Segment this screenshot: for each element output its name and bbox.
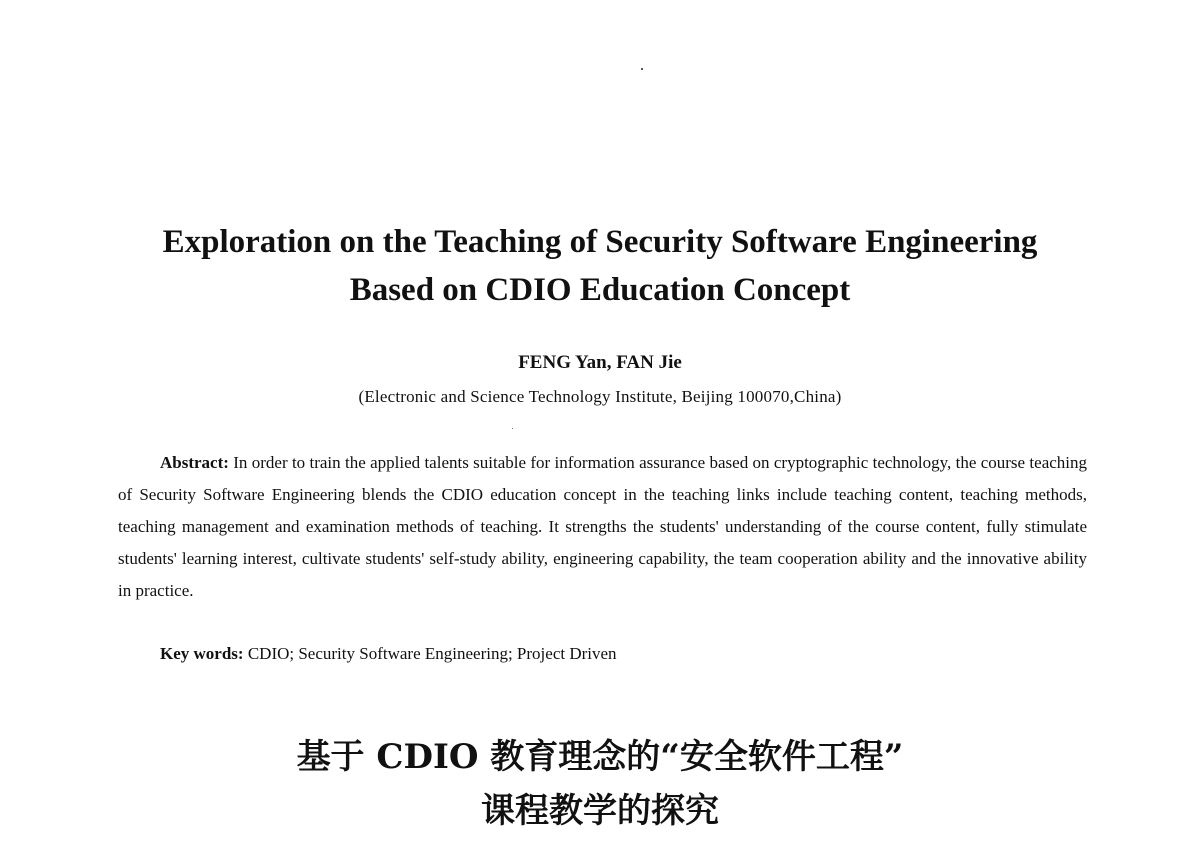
authors: FENG Yan, FAN Jie: [518, 352, 682, 373]
scan-dot: [641, 68, 643, 70]
keywords-label: Key words:: [160, 644, 244, 663]
english-title-line-1: Exploration on the Teaching of Security Software Engineering: [162, 224, 1038, 260]
chinese-title-line-1: 基于 CDIO 教育理念的“安全软件工程”: [296, 737, 904, 777]
abstract-text: In order to train the applied talents suitable for information assurance based on cryptographic technology, the course teaching of Security Software Engineering blends the CDIO education concept in the teaching links include teaching content, teaching methods, teaching management and examination methods of teaching. It strengths the students' understanding of the course content, fully stimulate students' learning interest, cultivate students' self-study ability, engineering capability, the team cooperation ability and the innovative ability in practice.: [118, 453, 1088, 600]
english-title: [100, 218, 1100, 314]
keywords-text: CDIO; Security Software Engineering; Project Driven: [247, 644, 617, 663]
abstract-label: Abstract:: [160, 453, 229, 472]
chinese-title-line-2: 课程教学的探究: [481, 791, 719, 831]
keywords: [160, 640, 1060, 668]
english-title-line-2: Based on CDIO Education Concept: [349, 272, 851, 308]
scan-speck: [512, 428, 513, 429]
abstract: [118, 447, 1087, 607]
chinese-title: [100, 730, 1100, 838]
affiliation: (Electronic and Science Technology Institute, Beijing 100070,China): [358, 387, 842, 406]
